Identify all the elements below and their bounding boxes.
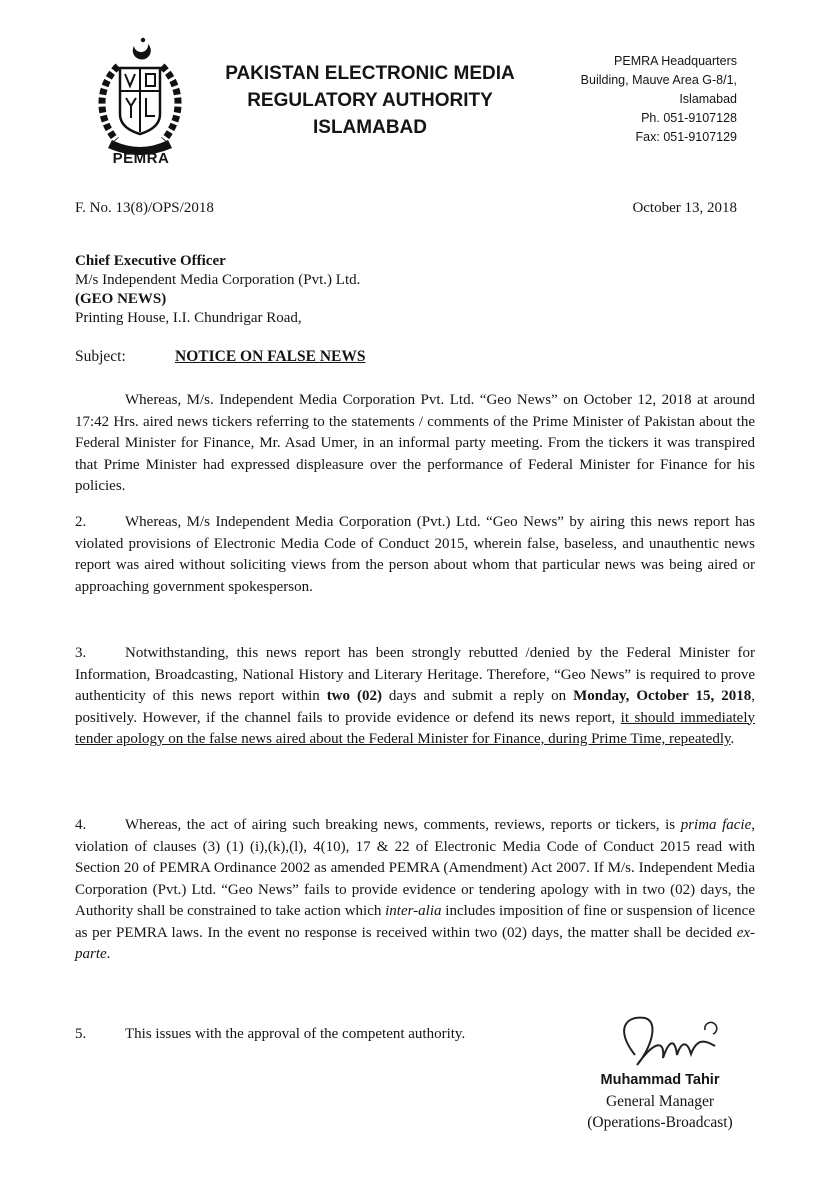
paragraph-4-text-g: .: [106, 946, 111, 962]
signatory-block: [575, 1070, 745, 1133]
org-line-2: REGULATORY AUTHORITY: [247, 90, 493, 111]
paragraph-2: [75, 512, 755, 598]
signatory-name: Muhammad Tahir: [600, 1072, 720, 1088]
paragraph-4-prima-facie: prima facie: [680, 817, 752, 833]
paragraph-3-number: 3.: [75, 645, 87, 661]
addressee-company: M/s Independent Media Corporation (Pvt.) Ltd.: [75, 272, 361, 288]
file-number: F. No. 13(8)/OPS/2018: [75, 200, 214, 216]
paragraph-4-ex-parte: ex-parte: [75, 924, 755, 962]
paragraph-2-text: Whereas, M/s Independent Media Corporation (Pvt.) Ltd. “Geo News” by airing this news report has violated provisions of Electronic Media Code of Conduct 2015, wherein false, baseless, and unauthentic news report was aired without soliciting views from the person about whom that particular news was being aired or approaching government spokesperson.: [75, 514, 755, 595]
paragraph-4: [75, 815, 755, 966]
subject-label: Subject:: [75, 348, 126, 365]
paragraph-1: Whereas, M/s. Independent Media Corporation Pvt. Ltd. “Geo News” on October 12, 2018 at around 17:42 Hrs. aired news tickers referring to the statements / comments of the Prime Minister of Pakistan about the Federal Minister for Finance, Mr. Asad Umer, in an informal party meeting. From the tickers it was transpired that Prime Minister had expressed displeasure over the performance of Federal Minister for Finance for his policies.: [75, 392, 755, 494]
paragraph-3-text-g: .: [730, 731, 735, 747]
hq-fax: Fax: 051-9107129: [635, 130, 737, 144]
paragraph-2-number: 2.: [75, 514, 87, 530]
paragraph-3-apology-demand: it should immediately tender apology on the false news aired about the Federal Minister for Finance, during Prime Time, repeatedly: [75, 709, 755, 747]
addressee-block: [75, 252, 360, 328]
headquarters-address: [540, 52, 737, 147]
paragraph-4-text-c: , violation of clauses (3) (1) (i),(k),(l), 4(10), 17 & 22 of Electronic Media Code of Conduct 2015 read with Section 20 of PEMRA Ordinance 2002 as amended PEMRA (Amendment) Act 2007. If M/s. Independent Media Corporation (Pvt.) Ltd. “Geo News” fails to provide evidence or tendering apology with in two (02) days, the Authority shall be constrained to take action which: [75, 817, 755, 919]
addressee-title: Chief Executive Officer: [75, 253, 226, 269]
letter-date: October 13, 2018: [632, 200, 737, 216]
signatory-title: General Manager: [605, 1093, 714, 1110]
subject-line: [75, 348, 366, 366]
paragraph-4-text-e: includes imposition of fine or suspension of licence as per PEMRA laws. In the event no response is received within two (02) days, the matter shall be decided: [75, 903, 755, 941]
paragraph-4-text-a: Whereas, the act of airing such breaking news, comments, reviews, reports or tickers, is: [125, 817, 681, 833]
organization-name: [220, 60, 520, 141]
paragraph-3-deadline-days: two (02): [326, 688, 382, 704]
paragraph-3: [75, 643, 755, 751]
paragraph-3-deadline-date: Monday, October 15, 2018: [573, 688, 752, 704]
paragraph-3-text-a: Notwithstanding, this news report has been strongly rebutted /denied by the Federal Minister for Information, Broadcasting, National History and Literary Heritage. Therefore, “Geo News” is required to prove authenticity of this news report within: [75, 645, 755, 704]
hq-line-2: Building, Mauve Area G-8/1,: [580, 73, 737, 87]
logo-wordmark: PEMRA: [112, 150, 170, 167]
paragraph-3-text-e: , positively. However, if the channel fails to provide evidence or defend its news report,: [75, 688, 755, 726]
paragraph-4-inter-alia: inter-alia: [385, 903, 442, 919]
paragraph-5-text: This issues with the approval of the competent authority.: [125, 1026, 466, 1042]
subject-title: NOTICE ON FALSE NEWS: [175, 348, 366, 365]
hq-phone: Ph. 051-9107128: [641, 111, 737, 125]
org-line-1: PAKISTAN ELECTRONIC MEDIA: [225, 63, 515, 84]
org-line-3: ISLAMABAD: [313, 117, 427, 138]
addressee-address: Printing House, I.I. Chundrigar Road,: [75, 310, 302, 326]
hq-line-1: PEMRA Headquarters: [614, 54, 737, 68]
paragraph-5-number: 5.: [75, 1026, 87, 1042]
paragraph-4-number: 4.: [75, 817, 87, 833]
signatory-department: (Operations-Broadcast): [587, 1114, 733, 1131]
addressee-channel: (GEO NEWS): [75, 291, 167, 307]
paragraph-3-text-c: days and submit a reply on: [381, 688, 574, 704]
hq-line-3: Islamabad: [679, 92, 737, 106]
